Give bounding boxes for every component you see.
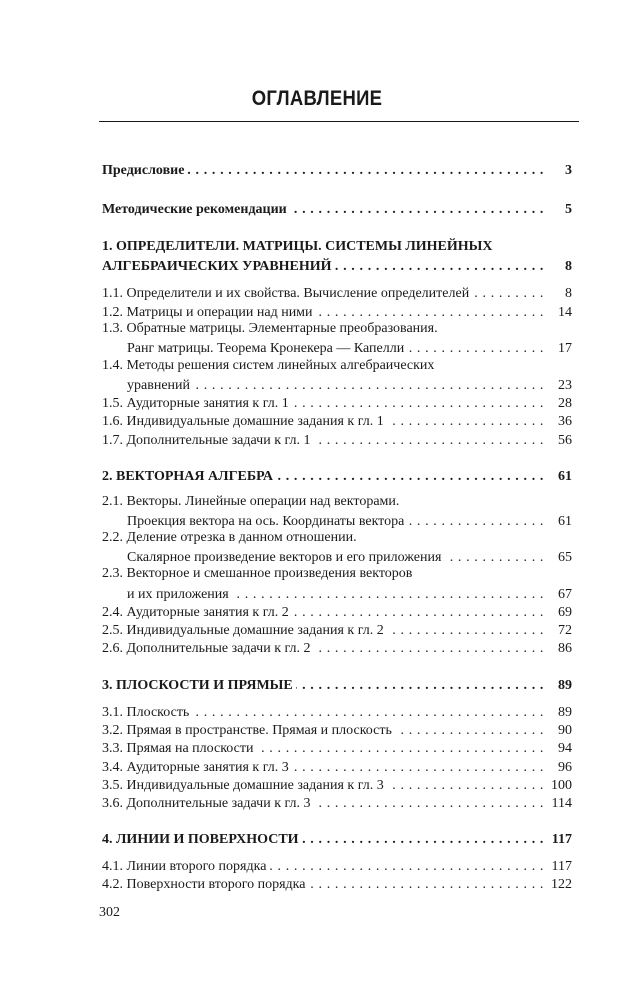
dot-leader [187,162,544,180]
dot-leader [472,285,544,303]
toc-entry-chapter-4[interactable] [102,829,572,849]
toc-entry-title: Методические рекомендации [102,202,287,217]
toc-entry-page: 36 [558,414,572,429]
toc-entry-page: 67 [558,587,572,602]
toc-entry-title: 3.6. Дополнительные задачи к гл. 3 [102,796,311,811]
toc-entry-page: 3 [565,163,572,178]
toc-entry-methodical-recommendations[interactable] [102,199,572,219]
toc-entry-title: уравнений [127,378,191,393]
dot-leader [314,432,544,450]
toc-entry-2-5[interactable] [102,620,572,640]
toc-entry-2-1[interactable] [127,511,572,531]
toc-entry-page: 65 [558,550,572,565]
toc-entry-2-3[interactable] [127,584,572,604]
dot-leader [290,201,544,219]
toc-entry-title: 2.5. Индивидуальные домашние задания к гл. 2 [102,623,384,638]
toc-entry-page: 114 [551,796,572,811]
title-rule [99,121,579,122]
toc-entry-2-4[interactable] [102,602,572,622]
toc-entry-page: 14 [558,305,572,320]
dot-leader [407,340,544,358]
toc-entry-1-1[interactable] [102,283,572,303]
toc-entry-title: 1.7. Дополнительные задачи к гл. 1 [102,433,311,448]
toc-entry-title: 3. ПЛОСКОСТИ И ПРЯМЫЕ [102,678,293,693]
toc-entry-1-3-line1[interactable]: 1.3. Обратные матрицы. Элементарные преобразования. [102,321,438,336]
toc-entry-page: 61 [558,514,572,529]
dot-leader [314,640,544,658]
toc-entry-title: 4.2. Поверхности второго порядка [102,877,306,892]
toc-entry-title: Проекция вектора на ось. Координаты вектора [127,514,405,529]
page-number: 302 [99,905,120,920]
toc-entry-2-2[interactable] [127,547,572,567]
toc-entry-title: Ранг матрицы. Теорема Кронекера — Капелли [127,341,405,356]
toc-entry-3-4[interactable] [102,757,572,777]
toc-entry-page: 8 [565,286,572,301]
toc-entry-2-2-line1[interactable]: 2.2. Деление отрезка в данном отношении. [102,530,357,545]
dot-leader [314,795,544,813]
toc-entry-title: 3.5. Индивидуальные домашние задания к гл. 3 [102,778,384,793]
dot-leader [444,549,544,567]
toc-entry-2-6[interactable] [102,638,572,658]
toc-entry-title: 2.4. Аудиторные занятия к гл. 2 [102,605,289,620]
toc-entry-1-3[interactable] [127,338,572,358]
toc-entry-preface[interactable] [102,160,572,180]
toc-entry-title: Предисловие [102,163,185,178]
dot-leader [256,740,544,758]
toc-entry-title: 1.6. Индивидуальные домашние задания к гл. 1 [102,414,384,429]
toc-entry-page: 89 [558,705,572,720]
toc-entry-page: 89 [558,678,572,693]
toc-entry-4-2[interactable] [102,874,572,894]
dot-leader [335,258,544,276]
toc-entry-4-1[interactable] [102,856,572,876]
toc-entry-page: 117 [551,832,572,847]
toc-entry-page: 90 [558,723,572,738]
page-title: ОГЛАВЛЕНИЕ [251,87,383,110]
toc-entry-title: и их приложения [127,587,229,602]
dot-leader [276,468,544,486]
toc-entry-title: 1.5. Аудиторные занятия к гл. 1 [102,396,289,411]
toc-entry-title: 2.6. Дополнительные задачи к гл. 2 [102,641,311,656]
toc-entry-1-7[interactable] [102,430,572,450]
toc-entry-3-1[interactable] [102,702,572,722]
dot-leader [387,413,544,431]
toc-entry-chapter-1[interactable] [102,256,572,276]
toc-entry-title: 4. ЛИНИИ И ПОВЕРХНОСТИ [102,832,299,847]
toc-entry-page: 23 [558,378,572,393]
toc-entry-title: 1.2. Матрицы и операции над ними [102,305,313,320]
toc-entry-title: 2. ВЕКТОРНАЯ АЛГЕБРА [102,469,273,484]
toc-entry-1-5[interactable] [102,393,572,413]
toc-entry-page: 72 [558,623,572,638]
toc-entry-3-5[interactable] [102,775,572,795]
toc-entry-3-2[interactable] [102,720,572,740]
toc-entry-page: 61 [558,469,572,484]
toc-entry-title: 3.3. Прямая на плоскости [102,741,254,756]
toc-entry-2-1-line1[interactable]: 2.1. Векторы. Линейные операции над векторами. [102,494,400,509]
dot-leader [308,876,544,894]
dot-leader [296,677,544,695]
toc-entry-title: 3.1. Плоскость [102,705,190,720]
toc-entry-1-4[interactable] [127,375,572,395]
toc-entry-chapter-3[interactable] [102,675,572,695]
toc-entry-title: 4.1. Линии второго порядка [102,859,267,874]
toc-entry-1-4-line1[interactable]: 1.4. Методы решения систем линейных алгебраических [102,358,435,373]
toc-entry-page: 17 [558,341,572,356]
toc-entry-2-3-line1[interactable]: 2.3. Векторное и смешанное произведения векторов [102,566,413,581]
toc-entry-page: 86 [558,641,572,656]
toc-entry-page: 117 [551,859,572,874]
toc-entry-title: 1.1. Определители и их свойства. Вычисление определителей [102,286,470,301]
toc-entry-page: 28 [558,396,572,411]
toc-entry-page: 122 [551,877,572,892]
toc-entry-page: 96 [558,760,572,775]
toc-entry-1-6[interactable] [102,411,572,431]
chapter-1-title-line1[interactable]: 1. ОПРЕДЕЛИТЕЛИ. МАТРИЦЫ. СИСТЕМЫ ЛИНЕЙНЫХ [102,239,493,254]
toc-entry-chapter-2[interactable] [102,466,572,486]
toc-entry-title: 3.4. Аудиторные занятия к гл. 3 [102,760,289,775]
dot-leader [302,831,544,849]
toc-entry-title: Скалярное произведение векторов и его приложения [127,550,442,565]
toc-entry-3-6[interactable] [102,793,572,813]
toc-entry-page: 8 [565,259,572,274]
toc-entry-1-2[interactable] [102,302,572,322]
toc-entry-title: 3.2. Прямая в пространстве. Прямая и плоскость [102,723,392,738]
toc-entry-title: АЛГЕБРАИЧЕСКИХ УРАВНЕНИЙ [102,259,332,274]
dot-leader [407,513,544,531]
toc-entry-page: 94 [558,741,572,756]
toc-entry-page: 69 [558,605,572,620]
toc-entry-3-3[interactable] [102,738,572,758]
toc-entry-page: 5 [565,202,572,217]
toc-entry-page: 100 [551,778,572,793]
toc-entry-page: 56 [558,433,572,448]
